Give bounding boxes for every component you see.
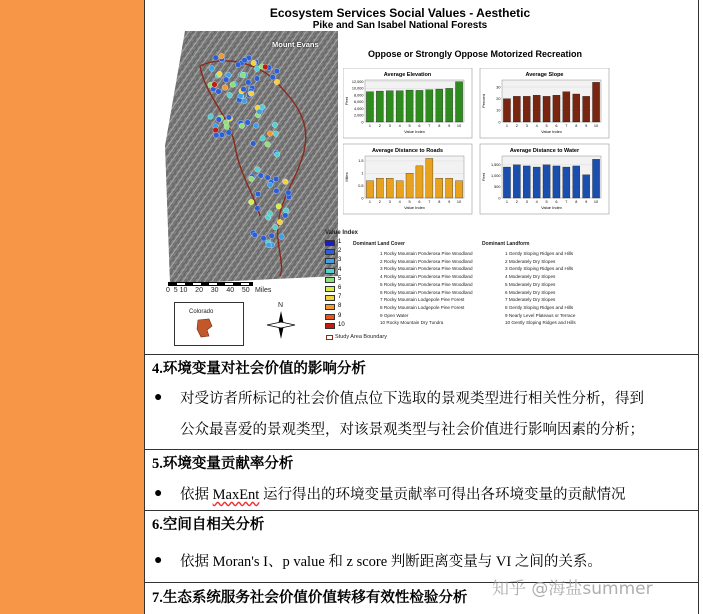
map-point-87 [279,234,285,240]
bar-0-7 [436,89,443,122]
map-point-58 [245,120,251,126]
value-index-row-2 [325,248,347,256]
map-point-64 [263,64,269,70]
value-index-swatch [325,268,335,274]
bar-1-1 [513,96,520,122]
land-cover-item-1: 1 Rocky Mountain Ponderosa Pine Woodland [380,251,473,256]
map-point-57 [213,55,219,61]
bar-3-6 [563,167,570,198]
x-label-0: Value Index [404,129,425,134]
landform-title: Dominant Landform [482,241,530,247]
map-point-37 [267,131,273,137]
bar-3-9 [592,159,599,198]
value-index-label: 3 [338,257,342,264]
value-index-label: 1 [338,239,342,245]
y-tick-0-3: 6,000 [353,100,364,105]
bar-0-0 [366,92,373,122]
bar-2-0 [366,181,373,198]
paragraph-4-line1: 对受访者所标记的社会价值点位下选取的景观类型进行相关性分析，得到 [180,391,644,407]
value-index-row-3 [325,257,347,265]
map-point-8 [254,66,260,72]
x-tick-0-8: 9 [448,124,451,128]
x-tick-2-1: 2 [378,200,381,204]
map-point-99 [274,152,280,158]
bar-1-0 [503,99,510,122]
bar-1-6 [563,92,570,122]
y-tick-0-1: 2,000 [353,113,364,118]
x-tick-3-1: 2 [515,200,518,204]
x-tick-0-4: 5 [408,124,411,128]
y-tick-0-6: 12,000 [351,79,364,84]
bar-3-8 [583,175,590,198]
y-tick-1-1: 10 [496,108,501,113]
value-index-label: 9 [338,312,342,319]
bar-2-2 [386,178,393,198]
map-point-16 [219,132,225,138]
value-index-row-9 [325,313,347,321]
map-point-51 [270,74,276,80]
bar-0-1 [376,91,383,122]
colorado-shape-icon [195,317,215,339]
landform-item-5: 5 Moderately Dry Slopes [505,281,556,287]
map-point-67 [235,62,241,68]
north-arrow-icon [266,310,296,340]
x-tick-2-0: 1 [368,200,372,204]
value-index-swatch [325,323,335,329]
map-point-79 [269,233,275,239]
map-point-44 [226,130,232,136]
bar-0-3 [396,91,403,122]
x-tick-1-5: 6 [555,124,558,128]
map-point-77 [248,199,254,205]
map-point-36 [226,115,232,121]
heading-4: 4.环境变量对社会价值的影响分析 [152,361,366,377]
y-tick-3-1: 500 [494,185,501,190]
map-point-71 [261,236,267,242]
bullet-4: ● [154,390,163,405]
chart-0 [343,68,472,138]
scale-ticks: 0 5 10 20 30 40 50 [166,287,250,294]
y-tick-1-2: 20 [496,96,501,101]
bar-1-4 [543,96,550,122]
y-tick-2-0: 0 [361,196,364,201]
north-label: N [278,302,284,309]
terrain-map [160,26,340,291]
x-tick-3-4: 5 [545,200,548,204]
value-index-label: 10 [338,321,345,328]
value-index-swatch [325,240,335,246]
y-label-1: Percent [481,94,486,108]
map-point-38 [272,122,278,128]
map-point-11 [273,131,279,137]
x-tick-2-8: 9 [448,200,451,204]
paragraph-4-line2: 公众最喜爱的景观类型，对该景观类型与社会价值进行影响因素的分析； [180,422,644,438]
map-point-78 [265,175,271,181]
landform-item-6: 6 Moderately Dry Slopes [505,289,556,295]
landform-item-8: 8 Gently Sloping Ridges and Hills [505,304,574,310]
bar-0-5 [416,90,423,122]
x-label-3: Value Index [541,205,562,210]
colorado-inset [174,302,244,346]
row-divider-6 [145,510,698,511]
x-tick-3-6: 7 [565,200,568,204]
bar-2-5 [416,166,423,198]
map-point-12 [216,89,222,95]
x-tick-3-0: 1 [505,200,509,204]
x-tick-0-9: 10 [456,124,462,128]
x-tick-1-2: 3 [525,124,528,128]
map-point-30 [274,79,280,85]
bar-3-7 [573,166,580,198]
value-index-swatch [325,286,335,292]
heading-5: 5.环境变量贡献率分析 [152,456,294,472]
map-point-62 [212,82,218,88]
landform-item-2: 2 Moderately Dry Slopes [505,258,556,264]
bar-0-9 [455,82,462,122]
land-cover-item-6: 6 Rocky Mountain Ponderosa Pine Woodland [380,289,473,295]
value-index-row-10 [325,322,347,330]
land-cover-item-3: 3 Rocky Mountain Ponderosa Pine Woodland [380,266,473,272]
bar-1-3 [533,95,540,122]
x-tick-1-3: 4 [535,124,538,128]
bar-2-9 [455,181,462,198]
y-tick-2-2: 1 [361,171,364,176]
map-point-50 [216,117,222,123]
orange-side-column [0,0,145,614]
bar-0-6 [426,90,433,122]
figure-title: Ecosystem Services Social Values - Aesthetic [269,6,531,20]
y-label-3: Feet [481,172,486,182]
value-index-row-8 [325,303,347,311]
map-point-75 [251,141,257,147]
y-tick-0-2: 4,000 [353,106,364,111]
map-point-23 [240,72,246,78]
map-point-47 [214,132,220,138]
land-cover-item-10: 10 Rocky Mountain Dry Tundra [380,320,444,326]
y-tick-3-0: 0 [498,196,501,201]
x-tick-3-5: 6 [555,200,558,204]
bar-2-3 [396,181,403,198]
y-tick-0-5: 10,000 [351,86,364,91]
table-right-border [698,0,699,614]
y-tick-2-3: 1.5 [358,159,364,164]
land-cover-item-8: 8 Rocky Mountain Lodgepole Pine Forest [380,304,465,310]
map-point-82 [274,188,280,194]
value-index-label: 6 [338,285,342,291]
bar-2-6 [426,158,433,198]
map-point-95 [283,213,289,219]
paragraph-5-post: 运行得出的环境变量贡献率可得出各环境变量的贡献情况 [259,487,626,503]
zhihu-watermark: 知乎 @海盐summer [492,579,653,599]
x-tick-1-4: 5 [545,124,548,128]
map-point-52 [209,66,215,72]
y-tick-1-0: 0 [498,120,501,125]
x-label-2: Value Index [404,205,425,210]
x-tick-2-3: 4 [398,200,401,204]
bar-2-1 [376,178,383,198]
y-tick-3-3: 1,500 [490,163,501,168]
x-tick-3-9: 10 [593,200,599,204]
colorado-label: Colorado [189,309,214,315]
value-index-swatch [325,314,335,320]
y-label-2: Miles [344,172,349,182]
x-tick-1-7: 8 [575,124,578,128]
map-point-60 [242,57,248,63]
value-index-swatch [325,277,335,283]
bar-1-8 [583,96,590,122]
bar-2-4 [406,173,413,198]
x-label-1: Value Index [541,129,562,134]
value-index-swatch [325,295,335,301]
y-label-0: Feet [344,96,349,106]
bar-1-5 [553,95,560,122]
map-point-42 [222,85,228,91]
value-index-swatch [325,304,335,310]
value-index-swatch [325,249,335,255]
value-index-label: 8 [338,303,342,310]
bullet-5: ● [154,486,163,501]
bar-3-2 [523,166,530,198]
chart-3 [480,144,609,214]
land-cover-item-9: 9 Open Water [380,312,409,318]
x-tick-2-9: 10 [456,200,462,204]
map-point-48 [239,123,245,129]
x-tick-3-3: 4 [535,200,538,204]
land-cover-item-7: 7 Rocky Mountain Lodgepole Pine Forest [380,297,465,303]
study-area-swatch [326,335,333,340]
bar-2-7 [436,178,443,198]
mount-evans-label: Mount Evans [272,40,319,49]
bar-3-4 [543,165,550,198]
map-point-55 [223,120,229,126]
x-tick-0-2: 3 [388,124,391,128]
value-index-label: 2 [338,248,342,255]
paragraph-5-pre: 依据 [180,487,213,503]
map-point-100 [255,191,261,197]
value-index-row-4 [325,267,347,275]
map-point-81 [252,232,258,238]
x-tick-2-6: 7 [428,200,431,204]
map-point-83 [284,208,290,214]
bar-3-3 [533,167,540,198]
figure-subtitle: Pike and San Isabel National Forests [312,20,488,31]
map-point-103 [249,176,255,182]
map-point-90 [265,142,271,148]
bar-0-8 [446,88,453,122]
bar-3-0 [503,167,510,198]
map-point-97 [266,242,272,248]
value-index-row-1 [325,239,347,247]
study-area-label: Study Area Boundary [335,334,387,340]
ecosystem-figure [160,4,620,350]
landform-item-10: 10 Gently Sloping Ridges and Hills [505,320,576,326]
value-index-row-5 [325,276,347,284]
land-cover-item-4: 4 Rocky Mountain Ponderosa Pine Woodland [380,274,473,280]
bar-0-2 [386,91,393,122]
map-point-94 [267,182,273,188]
charts-panel-title: Oppose or Strongly Oppose Motorized Recreation [367,49,583,59]
map-point-49 [248,91,254,97]
chart-1 [480,68,609,138]
x-tick-2-4: 5 [408,200,411,204]
map-point-61 [227,92,233,98]
value-index-label: 7 [338,294,342,301]
landform-item-9: 9 Nearly Level Plateaus or Terrace [505,312,576,318]
map-point-66 [251,60,257,66]
map-point-68 [241,86,247,92]
map-point-21 [213,127,219,133]
x-tick-1-9: 10 [593,124,599,128]
chart-2 [343,144,472,214]
bar-1-9 [592,82,599,122]
value-index-title: Value Index [325,230,359,236]
map-point-65 [219,53,225,59]
row-divider-5 [145,449,698,450]
x-tick-1-0: 1 [505,124,509,128]
land-cover-item-2: 2 Rocky Mountain Ponderosa Pine Woodland [380,258,473,264]
map-point-53 [257,109,263,115]
map-point-54 [253,123,259,129]
bar-1-2 [523,96,530,122]
x-tick-0-6: 7 [428,124,431,128]
bullet-6: ● [154,553,163,568]
landform-item-4: 4 Moderately Dry Slopes [505,274,556,280]
x-tick-0-3: 4 [398,124,401,128]
row-divider-figure [145,354,698,355]
paragraph-6: 依据 Moran's I、p value 和 z score 判断距离变量与 VI 之间的关系。 [180,554,602,570]
charts-panel [343,68,613,218]
x-tick-0-1: 2 [378,124,381,128]
x-tick-0-7: 8 [438,124,441,128]
y-tick-3-2: 1,000 [490,174,501,179]
y-tick-0-4: 8,000 [353,93,364,98]
chart-title-0: Average Elevation [383,72,432,78]
bar-3-5 [553,166,560,198]
scale-bar [168,282,253,286]
land-cover-item-5: 5 Rocky Mountain Ponderosa Pine Woodland [380,281,473,287]
map-point-41 [230,82,236,88]
map-point-86 [267,211,273,217]
paragraph-5 [180,485,625,505]
maxent-term: MaxEnt [212,487,260,503]
landform-item-3: 3 Gently Sloping Ridges and Hills [505,266,574,272]
map-point-15 [254,76,260,82]
bar-2-8 [446,178,453,198]
value-index-label: 4 [338,266,342,273]
x-tick-2-7: 8 [438,200,441,204]
map-point-69 [208,114,214,120]
y-tick-2-1: 0.5 [358,183,364,188]
heading-7: 7.生态系统服务社会价值价值转移有效性检验分析 [152,590,468,606]
x-tick-0-0: 1 [368,124,372,128]
scale-unit: Miles [255,287,272,294]
map-point-89 [273,224,279,230]
x-tick-1-6: 7 [565,124,568,128]
heading-6: 6.空间自相关分析 [152,517,265,533]
value-index-swatch [325,258,335,264]
value-index-label: 5 [338,275,342,282]
value-index-row-7 [325,294,347,302]
landform-item-7: 7 Moderately Dry Slopes [505,297,556,303]
map-point-63 [223,77,229,83]
map-point-73 [258,173,264,179]
x-tick-1-8: 9 [585,124,588,128]
land-cover-title: Dominant Land Cover [353,241,405,247]
map-point-92 [273,176,279,182]
map-point-13 [274,68,280,74]
bar-1-7 [573,94,580,122]
map-point-76 [255,167,261,173]
value-index-row-6 [325,285,347,293]
map-point-18 [246,80,252,86]
chart-title-2: Average Distance to Roads [371,148,444,154]
map-point-104 [255,206,261,212]
y-tick-1-3: 30 [496,85,501,90]
chart-title-3: Average Distance to Water [509,148,580,154]
x-tick-3-7: 8 [575,200,578,204]
map-point-101 [260,136,266,142]
chart-title-1: Average Slope [525,72,564,78]
x-tick-1-1: 2 [515,124,518,128]
map-point-85 [283,179,289,185]
x-tick-0-5: 6 [418,124,421,128]
map-point-102 [286,190,292,196]
bar-0-4 [406,90,413,122]
x-tick-2-5: 6 [418,200,421,204]
bar-3-1 [513,165,520,198]
map-point-72 [276,204,282,210]
x-tick-3-2: 3 [525,200,528,204]
landform-item-1: 1 Gently Sloping Ridges and Hills [505,251,574,256]
x-tick-3-8: 9 [585,200,588,204]
map-point-26 [217,71,223,77]
y-tick-0-0: 0 [361,120,364,125]
x-tick-2-2: 3 [388,200,391,204]
map-point-93 [277,219,283,225]
